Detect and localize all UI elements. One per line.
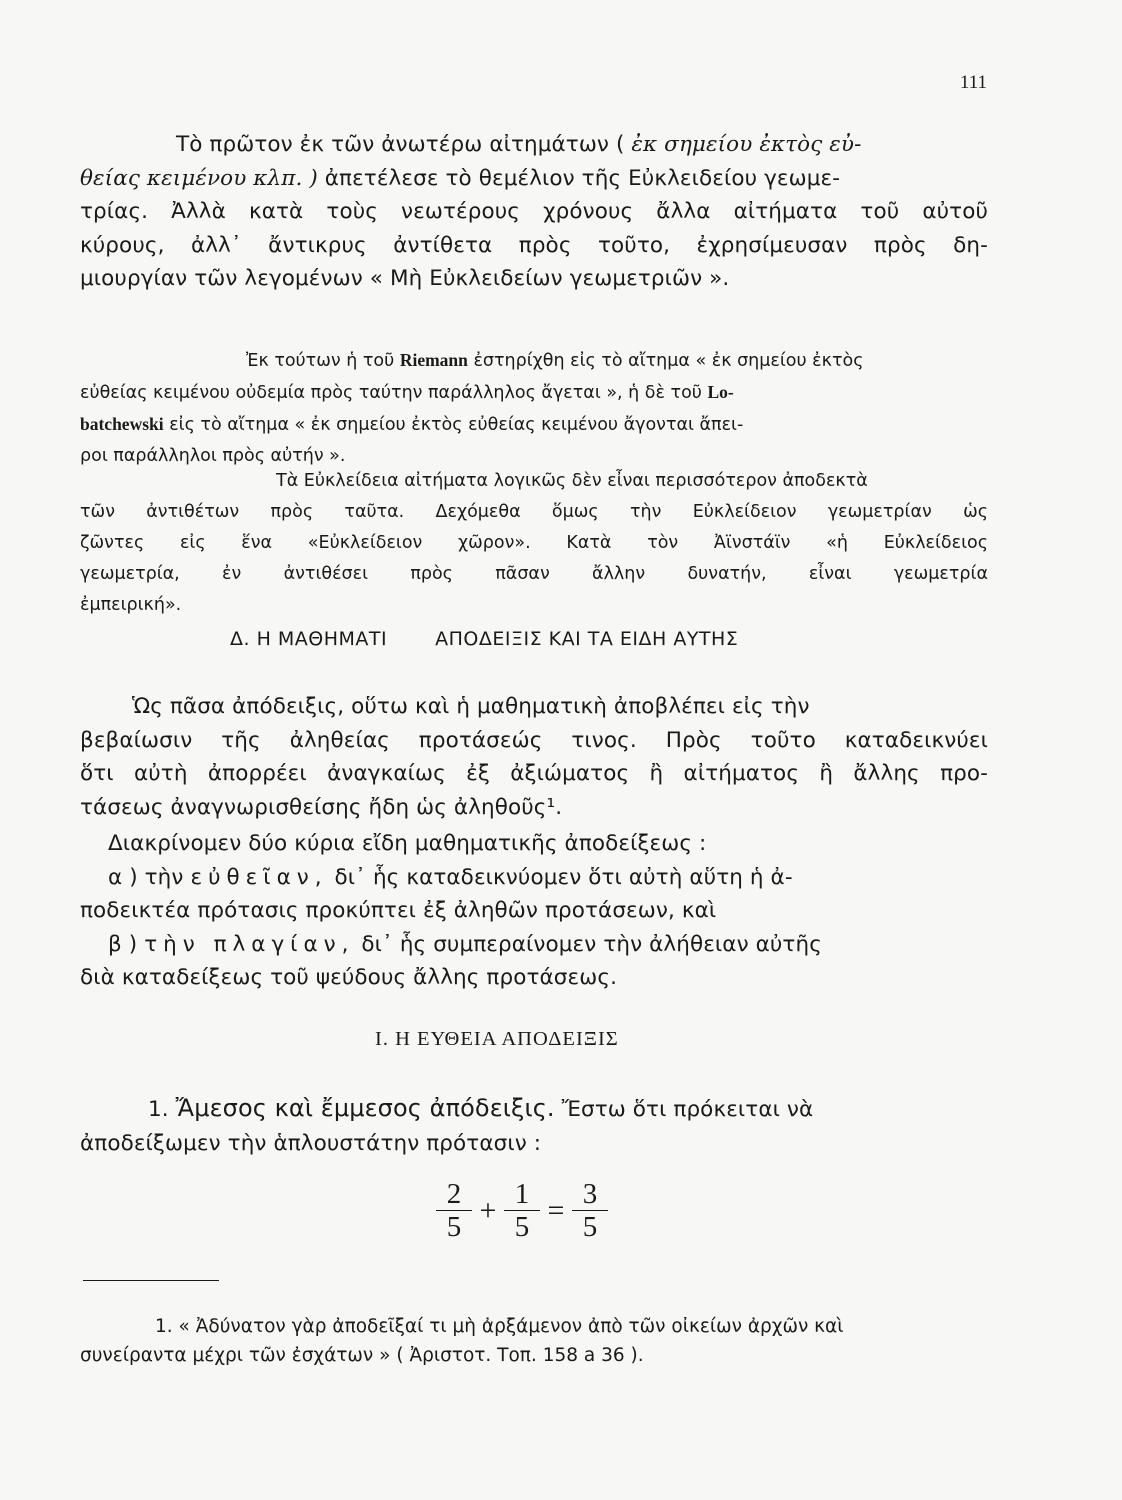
lobatchewski-name-part2: batchewski: [80, 414, 164, 434]
p4-line4: τάσεως ἀναγνωρισθείσης ἤδη ὡς ἀληθοῦς¹.: [80, 794, 563, 820]
fraction-2-denominator: 5: [514, 1211, 530, 1243]
section-heading-d: [230, 628, 738, 650]
p1-line2-italic: θείας κειμένου κλπ. ): [80, 165, 318, 191]
indirect-proof-term: τὴν πλαγίαν,: [144, 931, 355, 957]
p3-line5: ἐμπειρική».: [80, 595, 182, 615]
p5-line2-c: δι᾽ ἧς καταδεικνύομεν ὅτι αὐτὴ αὕτη ἡ ἀ-: [334, 864, 793, 890]
p6-number: 1.: [148, 1097, 169, 1122]
footnote: [80, 1312, 988, 1370]
heading-d-part2: ΑΠΟΔΕΙΞΙΣ ΚΑΙ ΤΑ ΕΙΔΗ ΑΥΤΗΣ: [435, 628, 739, 650]
fraction-2-numerator: 1: [514, 1178, 530, 1210]
equals-sign: =: [547, 1193, 565, 1227]
footnote-divider: [83, 1280, 219, 1281]
paragraph-proof-intro: [80, 690, 988, 824]
fraction-1-numerator: 2: [446, 1178, 462, 1210]
p1-line2-b: ἀπετέλεσε τὸ θεμέλιον τῆς Εὐκλειδείου γεωμε-: [324, 165, 841, 191]
fraction-1: [434, 1178, 474, 1243]
paragraph-example: [80, 1092, 988, 1160]
fraction-3-denominator: 5: [582, 1211, 598, 1243]
fraction-2: [502, 1178, 542, 1243]
p4-line3: ὅτι αὐτὴ ἀπορρέει ἀναγκαίως ἐξ ἀξιώματος ἢ αἰτήματος ἢ ἄλλης προ-: [80, 761, 988, 786]
paragraph-riemann: [80, 345, 988, 472]
p2-line3-b: εἰς τὸ αἴτημα « ἐκ σημείου ἐκτὸς εὐθείας κειμένου ἄγονται ἄπει-: [169, 415, 744, 435]
p4-line2: βεβαίωσιν τῆς ἀληθείας προτάσεώς τινος. Πρὸς τοῦτο καταδεικνύει: [80, 727, 988, 753]
p4-line1: Ὡς πᾶσα ἀπόδειξις, οὕτω καὶ ἡ μαθηματικὴ ἀποβλέπει εἰς τὴν: [132, 694, 810, 719]
p2-line1-a: Ἐκ τούτων ἡ τοῦ: [246, 351, 395, 371]
p3-line2: τῶν ἀντιθέτων πρὸς ταῦτα. Δεχόμεθα ὅμως τὴν Εὐκλείδειον γεωμετρίαν ὡς: [80, 502, 988, 522]
heading-d-part1: Δ. Η ΜΑΘΗΜΑΤΙ: [230, 628, 388, 650]
fraction-equation: [434, 1178, 610, 1243]
page-number: 111: [959, 72, 987, 93]
paragraph-proof-kinds: [80, 827, 988, 995]
paragraph-euclidean-postulates: [80, 466, 988, 621]
p1-line1-italic: ἐκ σημείου ἐκτὸς εὐ-: [631, 132, 862, 157]
p6-line2: ἀποδείξωμεν τὴν ἁπλουστάτην πρότασιν :: [80, 1130, 542, 1156]
p5-line4-c: δι᾽ ἧς συμπεραίνομεν τὴν ἀλήθειαν αὐτῆς: [361, 931, 822, 957]
p3-line4: γεωμετρία, ἐν ἀντιθέσει πρὸς πᾶσαν ἄλλην δυνατήν, εἶναι γεωμετρία: [80, 564, 988, 584]
footnote-line2: συνείραντα μέχρι τῶν ἐσχάτων » ( Ἀριστοτ. Τοπ. 158 a 36 ).: [80, 1345, 644, 1366]
paragraph-postulates: [80, 128, 988, 296]
p5-line5: διὰ καταδείξεως τοῦ ψεύδους ἄλλης προτάσεως.: [80, 965, 617, 990]
p5-line2-a: α ) τὴν: [108, 864, 184, 890]
p3-line1: Τὰ Εὐκλείδεια αἰτήματα λογικῶς δὲν εἶναι περισσότερον ἀποδεκτὰ: [276, 471, 868, 491]
p2-line1-c: ἐστηρίχθη εἰς τὸ αἴτημα « ἐκ σημείου ἐκτὸς: [473, 351, 864, 371]
p1-line5: μιουργίαν τῶν λεγομένων « Μὴ Εὐκλειδείων γεωμετριῶν ».: [80, 266, 730, 291]
footnote-line1: 1. « Ἀδύνατον γὰρ ἀποδεῖξαί τι μὴ ἀρξάμενον ἀπὸ τῶν οἰκείων ἀρχῶν καὶ: [155, 1316, 844, 1337]
riemann-name: Riemann: [399, 350, 468, 370]
section-heading-direct-proof: Ι. Η ΕΥΘΕΙΑ ΑΠΟΔΕΙΞΙΣ: [375, 1028, 619, 1050]
p1-line3: τρίας. Ἀλλὰ κατὰ τοὺς νεωτέρους χρόνους ἄλλα αἰτήματα τοῦ αὐτοῦ: [80, 199, 988, 224]
fraction-1-denominator: 5: [446, 1211, 462, 1243]
p5-line3: ποδεικτέα πρότασις προκύπτει ἐξ ἀληθῶν προτάσεων, καὶ: [80, 898, 717, 923]
p1-line4: κύρους, ἀλλ᾽ ἄντικρυς ἀντίθετα πρὸς τοῦτο, ἐχρησίμευσαν πρὸς δη-: [80, 232, 988, 258]
p1-line1-a: Τὸ πρῶτον ἐκ τῶν ἀνωτέρω αἰτημάτων (: [176, 132, 625, 157]
lobatchewski-name-part1: Lo-: [707, 382, 734, 402]
fraction-3: [570, 1178, 610, 1243]
p2-line4: ροι παράλληλοι πρὸς αὐτήν ».: [80, 446, 346, 466]
fraction-3-numerator: 3: [582, 1178, 598, 1210]
p3-line3: ζῶντες εἰς ἕνα «Εὐκλείδειον χῶρον». Κατὰ τὸν Ἀϊνστάϊν «ἡ Εὐκλείδειος: [80, 533, 988, 553]
p6-line1-c: Ἔστω ὅτι πρόκειται νὰ: [561, 1097, 814, 1122]
p6-subheading: Ἄμεσος καὶ ἔμμεσος ἀπόδειξις.: [175, 1094, 555, 1122]
p5-line4-a: β ): [108, 931, 138, 957]
direct-proof-term: εὐθεῖαν,: [190, 864, 328, 890]
p5-line1: Διακρίνομεν δύο κύρια εἴδη μαθηματικῆς ἀποδείξεως :: [108, 831, 707, 856]
p2-line2-a: εὐθείας κειμένου οὐδεμία πρὸς ταύτην παράλληλος ἄγεται », ἡ δὲ τοῦ: [80, 383, 702, 403]
plus-sign: +: [479, 1193, 497, 1227]
